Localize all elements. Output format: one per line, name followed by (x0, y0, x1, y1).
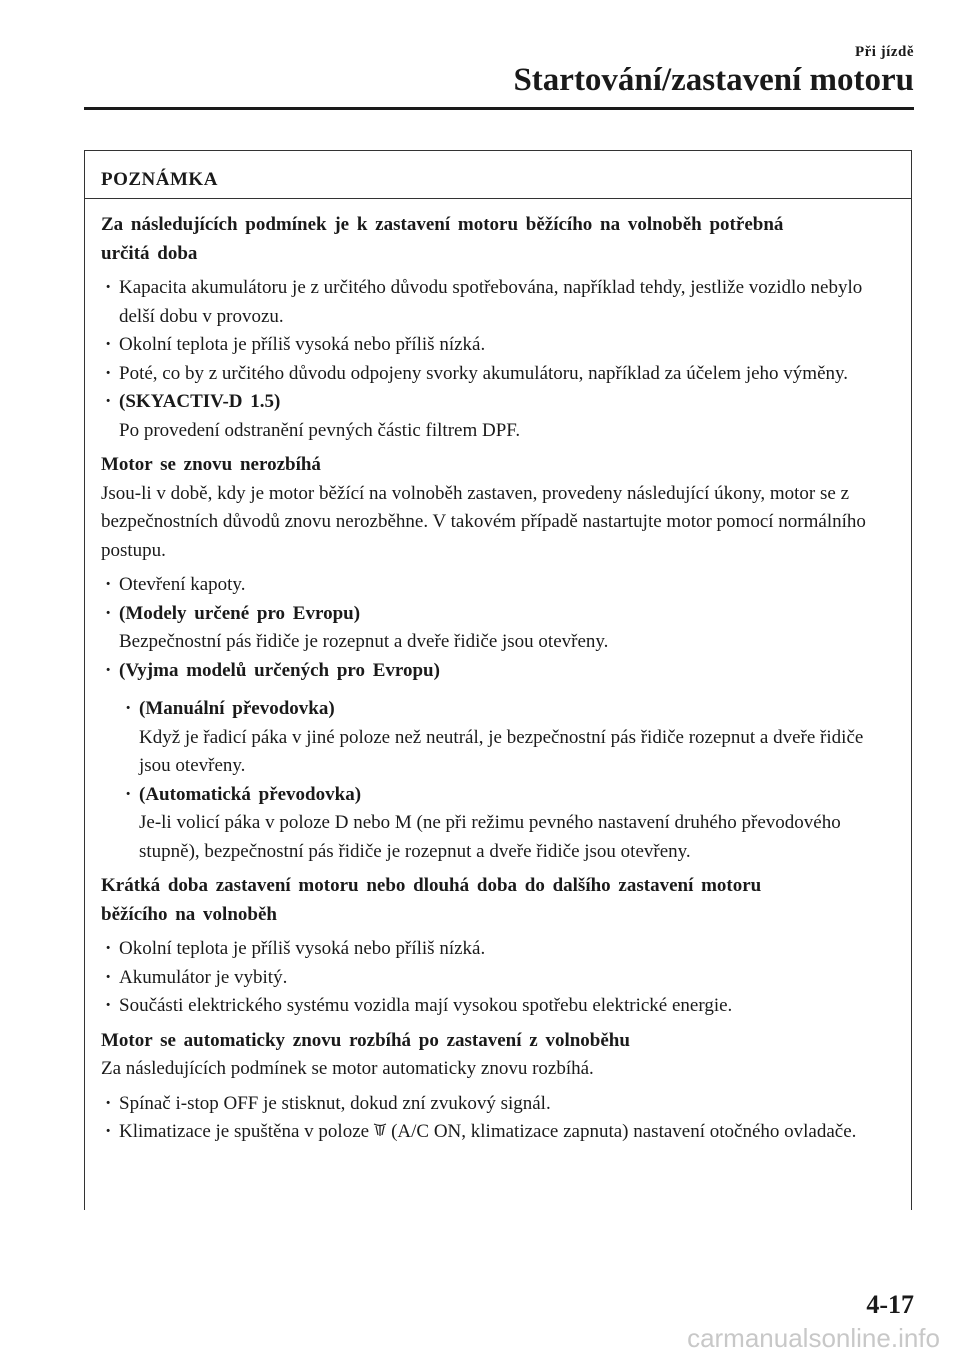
list-item-manual (139, 695, 897, 781)
block3-heading-line2: běžícího na volnoběh (101, 903, 277, 925)
note-body (85, 199, 911, 1147)
list-item: · Otevření kapoty. (119, 571, 897, 600)
section-label: Při jízdě (854, 44, 914, 60)
ac-vent-icon (372, 1119, 388, 1135)
list-item-ac (119, 1118, 897, 1147)
list-item: · Součásti elektrického systému vozidla mají vysokou spotřebu elektrické energie. (119, 992, 897, 1021)
list-item: · Kapacita akumulátoru je z určitého důvodu spotřebována, například tehdy, jestliže vozidlo nebylo delší dobu v provozu. (119, 274, 897, 331)
manual-label: · (Manuální převodovka) (139, 698, 335, 719)
manual-text: Když je řadicí páka v jiné poloze než neutrál, je bezpečnostní pás řidiče rozepnut a dveře řidiče jsou otevřeny. (139, 726, 864, 776)
watermark: carmanualsonline.info (687, 1323, 940, 1353)
block3-list (101, 935, 897, 1021)
page-title: Startování/zastavení motoru (513, 62, 914, 98)
note-box (84, 150, 912, 1210)
block4-list (101, 1090, 897, 1147)
non-europe-label: · (Vyjma modelů určených pro Evropu) (119, 659, 440, 681)
list-item: · Okolní teplota je příliš vysoká nebo příliš nízká. (119, 331, 897, 360)
block4-intro: Za následujících podmínek se motor automaticky znovu rozbíhá. (101, 1058, 594, 1079)
page-number: 4-17 (866, 1290, 914, 1319)
europe-label: · (Modely určené pro Evropu) (119, 602, 361, 624)
ac-text-pre: Klimatizace je spuštěna v poloze (119, 1121, 370, 1142)
list-item: · Poté, co by z určitého důvodu odpojeny svorky akumulátoru, například za účelem jeho výměny. (119, 360, 897, 389)
list-item: · Akumulátor je vybitý. (119, 964, 897, 993)
ac-text-post: (A/C ON, klimatizace zapnuta) nastavení otočného ovladače. (391, 1121, 857, 1142)
block1-heading-line2: určitá doba (101, 242, 198, 264)
list-item: · Spínač i-stop OFF je stisknut, dokud zní zvukový signál. (119, 1090, 897, 1119)
europe-text: Bezpečnostní pás řidiče je rozepnut a dveře řidiče jsou otevřeny. (119, 631, 609, 652)
skyactiv-text: Po provedení odstranění pevných částic filtrem DPF. (119, 419, 521, 441)
auto-label: · (Automatická převodovka) (139, 783, 362, 805)
block1-list (101, 274, 897, 445)
block2-list (101, 571, 897, 866)
block2-heading: Motor se znovu nerozbíhá (101, 454, 321, 475)
list-item-europe (119, 600, 897, 657)
skyactiv-label: · (SKYACTIV-D 1.5) (119, 391, 281, 412)
list-item-skyactiv (119, 388, 897, 445)
block3-heading-line1: Krátká doba zastavení motoru nebo dlouhá doba do dalšího zastavení motoru (101, 875, 762, 896)
auto-text: Je-li volicí páka v poloze D nebo M (ne při režimu pevného nastavení druhého převodového stupně), bezpečnostní pás řidiče je rozepnut a dveře řidiče jsou otevřeny. (139, 812, 841, 862)
header-rule (84, 107, 914, 110)
note-label: POZNÁMKA (85, 151, 911, 199)
list-item-non-europe (119, 657, 897, 867)
block3-heading (101, 872, 897, 929)
non-europe-sublist (119, 695, 897, 866)
block1-heading-line1: Za následujících podmínek je k zastavení motoru běžícího na volnoběh potřebná (101, 214, 784, 235)
list-item-auto (139, 781, 897, 867)
block2-intro: Jsou-li v době, kdy je motor běžící na volnoběh zastaven, provedeny následující úkony, motor se z bezpečnostních důvodů znovu nerozběhne. V takovém případě nastartujte motor pomocí normálního postupu. (101, 482, 866, 561)
block4-heading: Motor se automaticky znovu rozbíhá po zastavení z volnoběhu (101, 1029, 630, 1051)
list-item: · Okolní teplota je příliš vysoká nebo příliš nízká. (119, 935, 897, 964)
block1-heading (101, 211, 897, 268)
